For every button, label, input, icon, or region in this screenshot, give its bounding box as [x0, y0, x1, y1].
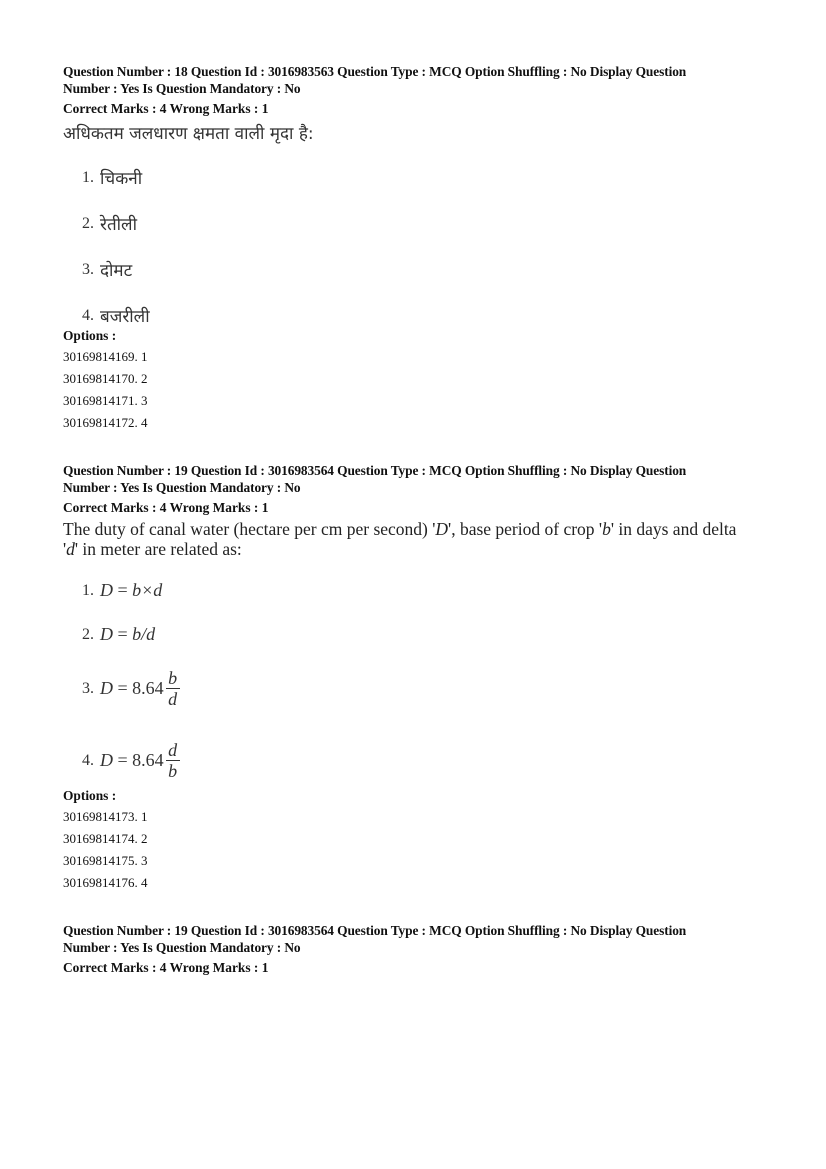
equation-lhs: D	[100, 580, 113, 600]
choice-item: 30169814174. 2	[63, 831, 148, 846]
answer-option: 2. D = b/d	[82, 624, 156, 644]
question-text-line: The duty of canal water (hectare per cm per second) 'D', base period of crop 'b' in days and delta	[63, 519, 737, 539]
choice-item: 30169814169. 1	[63, 349, 148, 364]
question-meta-line: Question Number : 18 Question Id : 3016983563 Question Type : MCQ Option Shuffling : No Display Question	[63, 64, 687, 79]
answer-number: 2.	[82, 625, 94, 643]
answer-number: 3.	[82, 679, 94, 697]
answer-option: 4. D = 8.64 $\frac{d}{b}$	[82, 740, 180, 781]
fraction: $\frac{d}{b}$	[166, 740, 180, 781]
choice-item: 30169814173. 1	[63, 809, 148, 824]
answer-number: 4.	[82, 306, 94, 324]
answer-text: दोमट	[100, 261, 133, 281]
choice-item: 30169814170. 2	[63, 371, 148, 386]
question-meta-line: Number : Yes Is Question Mandatory : No	[63, 81, 301, 96]
equation-expr: b×d	[132, 580, 163, 600]
question-meta-line: Question Number : 19 Question Id : 3016983564 Question Type : MCQ Option Shuffling : No Display Question	[63, 923, 687, 938]
answer-text: चिकनी	[100, 169, 143, 189]
equation-expr: b/d	[132, 624, 156, 644]
answer-option	[82, 258, 132, 281]
answer-number: 2.	[82, 214, 94, 232]
answer-number: 1.	[82, 168, 94, 186]
question-19-repeat-header	[63, 922, 773, 956]
choice-item: 30169814171. 3	[63, 393, 148, 408]
answer-text: रेतीली	[100, 215, 137, 235]
answer-text: बजरीली	[100, 307, 150, 327]
question-18-header	[63, 63, 773, 97]
equation-lhs: D	[100, 678, 113, 698]
answer-number: 4.	[82, 751, 94, 769]
answer-option: 3. D = 8.64 $\frac{b}{d}$	[82, 668, 180, 709]
answer-number: 3.	[82, 260, 94, 278]
equation-coef: 8.64	[132, 750, 164, 770]
equation-coef: 8.64	[132, 678, 164, 698]
equation-lhs: D	[100, 750, 113, 770]
answer-number: 1.	[82, 581, 94, 599]
question-marks: Correct Marks : 4 Wrong Marks : 1	[63, 960, 269, 975]
question-marks: Correct Marks : 4 Wrong Marks : 1	[63, 101, 269, 116]
question-meta-line: Question Number : 19 Question Id : 3016983564 Question Type : MCQ Option Shuffling : No Display Question	[63, 463, 687, 478]
answer-option: 1. D = b×d	[82, 580, 163, 600]
answer-option	[82, 212, 137, 235]
question-text	[63, 519, 783, 559]
choice-item: 30169814176. 4	[63, 875, 148, 890]
question-marks: Correct Marks : 4 Wrong Marks : 1	[63, 500, 269, 515]
choice-item: 30169814172. 4	[63, 415, 148, 430]
answer-option	[82, 304, 150, 327]
question-text-line: 'd' in meter are related as:	[63, 539, 242, 559]
equation-lhs: D	[100, 624, 113, 644]
choice-item: 30169814175. 3	[63, 853, 148, 868]
options-label: Options :	[63, 328, 117, 343]
question-meta-line: Number : Yes Is Question Mandatory : No	[63, 480, 301, 495]
answer-option	[82, 166, 142, 189]
question-19-header	[63, 462, 773, 496]
question-meta-line: Number : Yes Is Question Mandatory : No	[63, 940, 301, 955]
options-label: Options :	[63, 788, 117, 803]
fraction: $\frac{b}{d}$	[166, 668, 180, 709]
question-text: अधिकतम जलधारण क्षमता वाली मृदा है:	[63, 124, 314, 144]
